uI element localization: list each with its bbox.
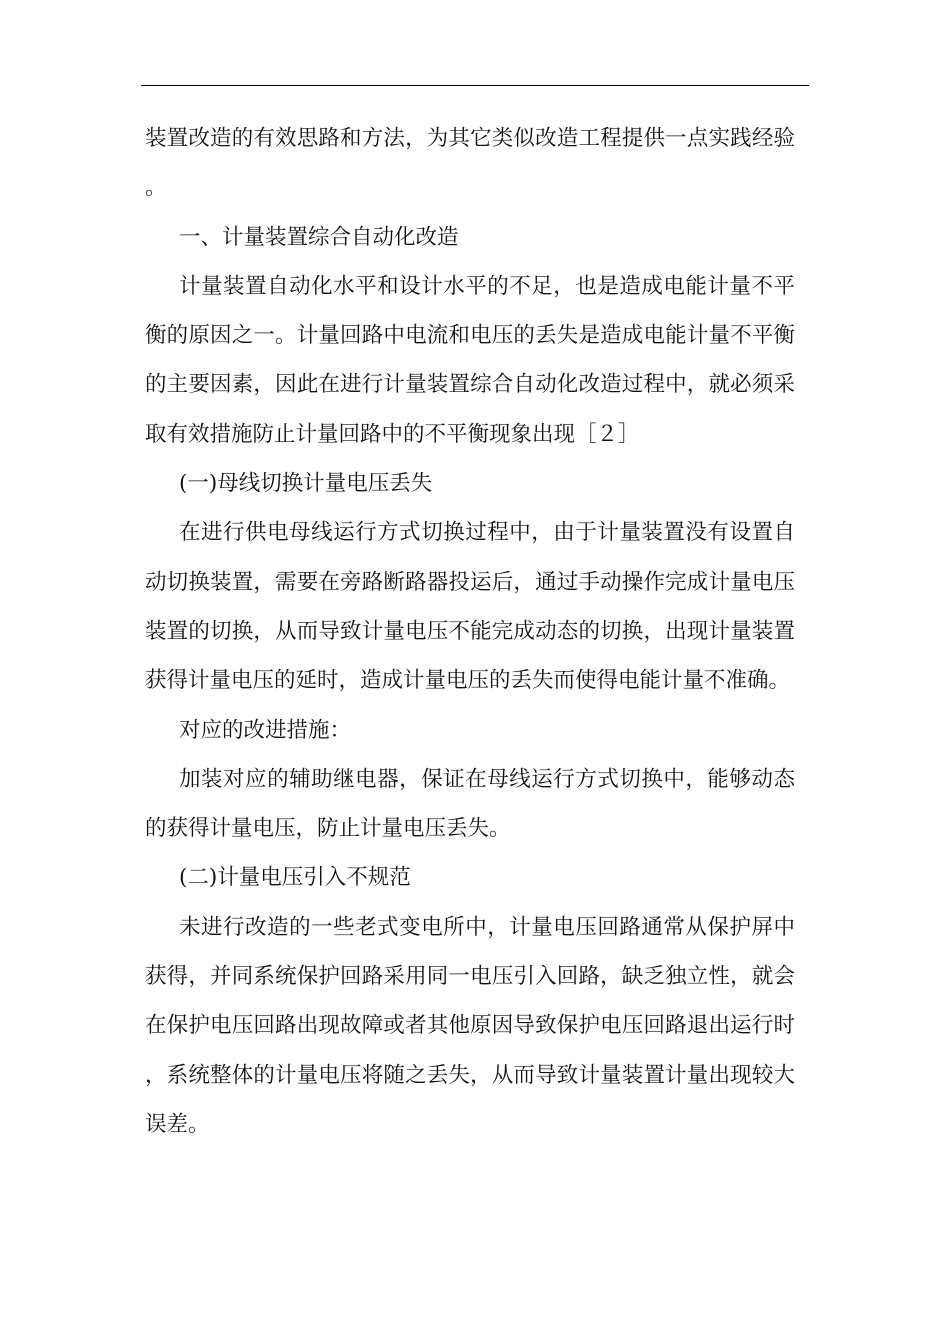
paragraph-intro-continuation: 装置改造的有效思路和方法，为其它类似改造工程提供一点实践经验。 — [145, 126, 795, 201]
measures-label: 对应的改进措施： — [179, 717, 352, 743]
paragraph-measures: 加装对应的辅助继电器，保证在母线运行方式切换中，能够动态的获得计量电压，防止计量电压丢失。 — [145, 766, 795, 842]
document-body — [145, 114, 795, 1149]
paragraph-subsection-2: 未进行改造的一些老式变电所中，计量电压回路通常从保护屏中获得，并同系统保护回路采用同一电压引入回路，缺乏独立性，就会在保护电压回路出现故障或者其他原因导致保护电压回路退出运行时，系统整体的计量电压将随之丢失，从而导致计量装置计量出现较大误差。 — [145, 914, 795, 1137]
subheading-voltage-introduction: (二)计量电压引入不规范 — [179, 865, 411, 891]
header-rule — [141, 85, 809, 86]
section-heading: 一、计量装置综合自动化改造 — [179, 224, 459, 250]
paragraph-subsection-1: 在进行供电母线运行方式切换过程中，由于计量装置没有设置自动切换装置，需要在旁路断路器投运后，通过手动操作完成计量电压装置的切换，从而导致计量电压不能完成动态的切换，出现计量装置获得计量电压的延时，造成计量电压的丢失而使得电能计量不准确。 — [145, 520, 795, 694]
paragraph-section-1: 计量装置自动化水平和设计水平的不足，也是造成电能计量不平衡的原因之一。计量回路中电流和电压的丢失是造成电能计量不平衡的主要因素，因此在进行计量装置综合自动化改造过程中，就必须采取有效措施防止计量回路中的不平衡现象出现［２］ — [145, 273, 795, 447]
subheading-busbar-switching: (一)母线切换计量电压丢失 — [179, 471, 433, 497]
